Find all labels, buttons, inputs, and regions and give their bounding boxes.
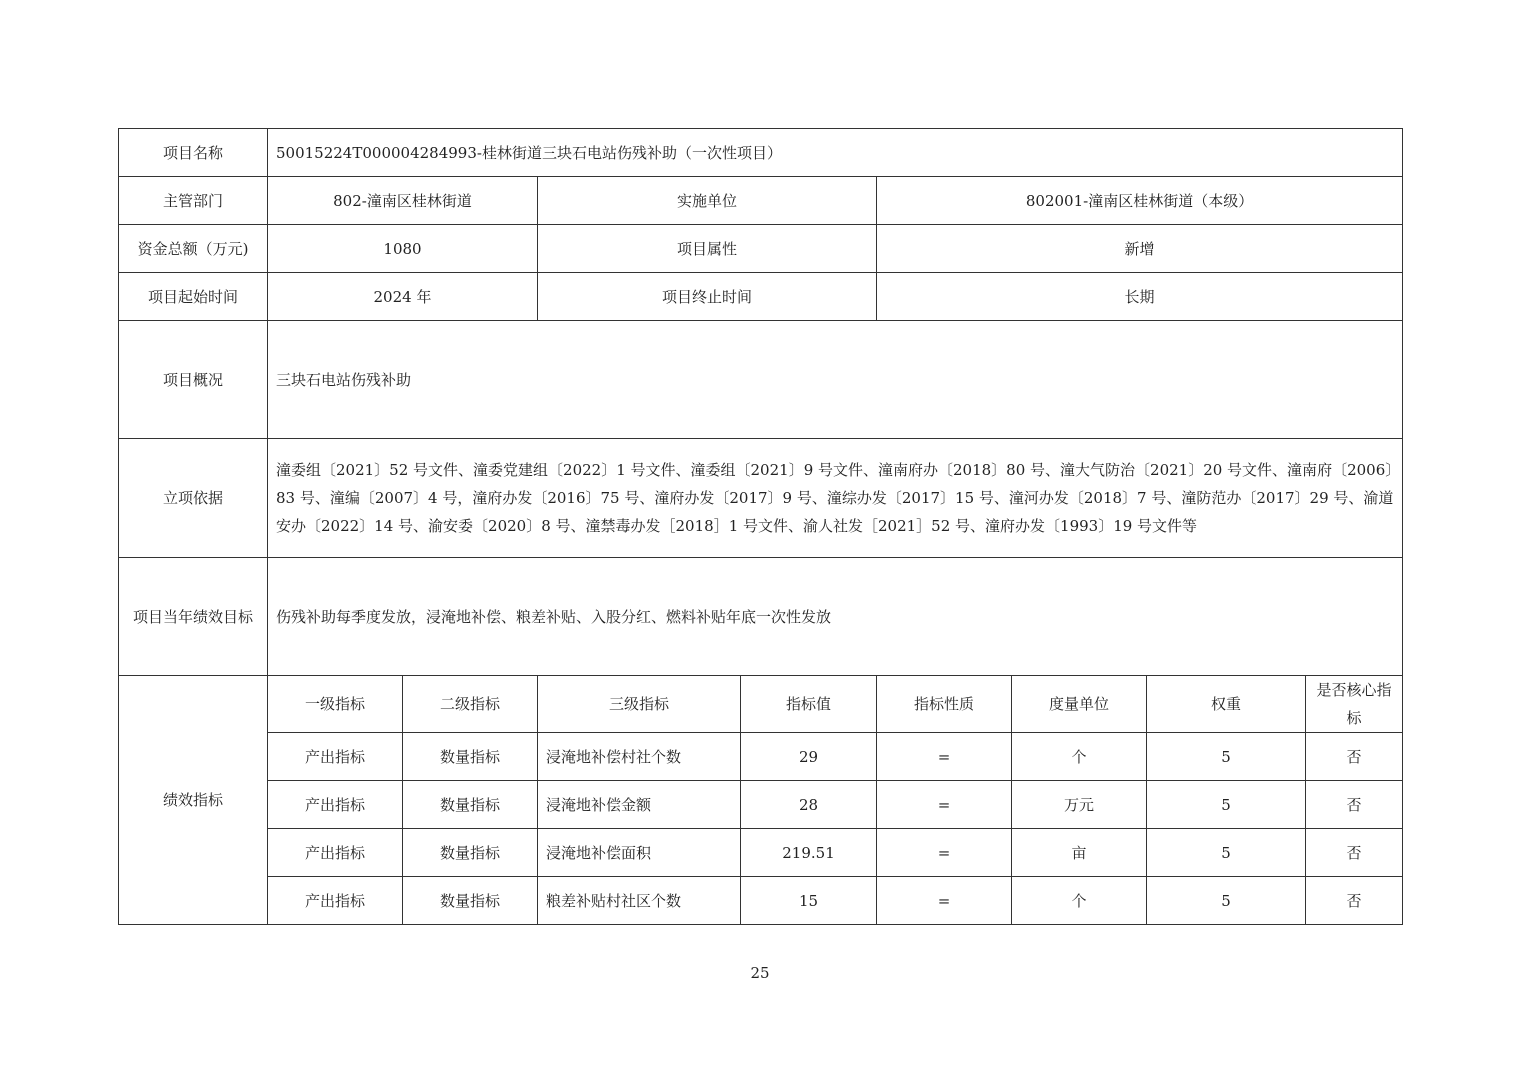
cell-unit: 亩 [1012,829,1147,877]
project-name-label: 项目名称 [119,129,268,177]
project-name-value: 50015224T000004284993-桂林街道三块石电站伤残补助（一次性项目） [268,129,1403,177]
cell-level3: 浸淹地补偿金额 [538,781,741,829]
cell-nature: = [877,733,1012,781]
table-row [119,829,1403,877]
funds-value: 1080 [268,225,538,273]
row-goal [119,558,1403,676]
cell-target-value: 28 [741,781,877,829]
basis-value: 潼委组〔2021〕52 号文件、潼委党建组〔2022〕1 号文件、潼委组〔2021〕9 号文件、潼南府办〔2018〕80 号、潼大气防治〔2021〕20 号文件、潼南府〔2006〕83 号、潼编〔2007〕4 号，潼府办发〔2016〕75 号、潼府办发〔2017〕9 号、潼综办发〔2017〕15 号、潼河办发〔2018〕7 号、潼防范办〔2017〕29 号、渝道安办〔2022〕14 号、渝安委〔2020〕8 号、潼禁毒办发［2018］1 号文件、渝人社发［2021］52 号、潼府办发〔1993〕19 号文件等 [268,439,1403,558]
end-time-label: 项目终止时间 [538,273,877,321]
header-level2: 二级指标 [403,676,538,733]
row-funds [119,225,1403,273]
cell-target-value: 15 [741,877,877,925]
end-time-value: 长期 [877,273,1403,321]
cell-weight: 5 [1147,877,1306,925]
cell-level3: 浸淹地补偿村社个数 [538,733,741,781]
header-nature: 指标性质 [877,676,1012,733]
page-number: 25 [750,964,770,982]
table-row [119,781,1403,829]
impl-unit-label: 实施单位 [538,177,877,225]
goal-label: 项目当年绩效目标 [119,558,268,676]
overview-value: 三块石电站伤残补助 [268,321,1403,439]
header-level1: 一级指标 [268,676,403,733]
cell-level2: 数量指标 [403,733,538,781]
cell-core: 否 [1306,781,1403,829]
goal-value: 伤残补助每季度发放，浸淹地补偿、粮差补贴、入股分红、燃料补贴年底一次性发放 [268,558,1403,676]
funds-label: 资金总额（万元) [119,225,268,273]
start-time-value: 2024 年 [268,273,538,321]
row-timeline [119,273,1403,321]
cell-unit: 万元 [1012,781,1147,829]
header-unit: 度量单位 [1012,676,1147,733]
cell-core: 否 [1306,829,1403,877]
performance-label: 绩效指标 [119,676,268,925]
header-weight: 权重 [1147,676,1306,733]
cell-level1: 产出指标 [268,829,403,877]
department-label: 主管部门 [119,177,268,225]
table-row [119,733,1403,781]
cell-unit: 个 [1012,877,1147,925]
cell-nature: = [877,877,1012,925]
cell-core: 否 [1306,877,1403,925]
header-target-value: 指标值 [741,676,877,733]
project-attr-value: 新增 [877,225,1403,273]
department-value: 802-潼南区桂林街道 [268,177,538,225]
cell-weight: 5 [1147,733,1306,781]
cell-level2: 数量指标 [403,877,538,925]
cell-nature: = [877,781,1012,829]
project-info-table [118,128,1403,925]
row-project-name [119,129,1403,177]
cell-target-value: 219.51 [741,829,877,877]
cell-level1: 产出指标 [268,733,403,781]
impl-unit-value: 802001-潼南区桂林街道（本级） [877,177,1403,225]
row-overview [119,321,1403,439]
cell-unit: 个 [1012,733,1147,781]
row-department [119,177,1403,225]
cell-weight: 5 [1147,781,1306,829]
cell-nature: = [877,829,1012,877]
performance-header-row [119,676,1403,733]
row-basis [119,439,1403,558]
cell-level2: 数量指标 [403,781,538,829]
header-level3: 三级指标 [538,676,741,733]
table-row [119,877,1403,925]
project-attr-label: 项目属性 [538,225,877,273]
cell-level2: 数量指标 [403,829,538,877]
basis-label: 立项依据 [119,439,268,558]
cell-core: 否 [1306,733,1403,781]
start-time-label: 项目起始时间 [119,273,268,321]
header-core: 是否核心指标 [1306,676,1403,733]
cell-level1: 产出指标 [268,877,403,925]
cell-level1: 产出指标 [268,781,403,829]
cell-weight: 5 [1147,829,1306,877]
cell-level3: 粮差补贴村社区个数 [538,877,741,925]
cell-target-value: 29 [741,733,877,781]
cell-level3: 浸淹地补偿面积 [538,829,741,877]
overview-label: 项目概况 [119,321,268,439]
